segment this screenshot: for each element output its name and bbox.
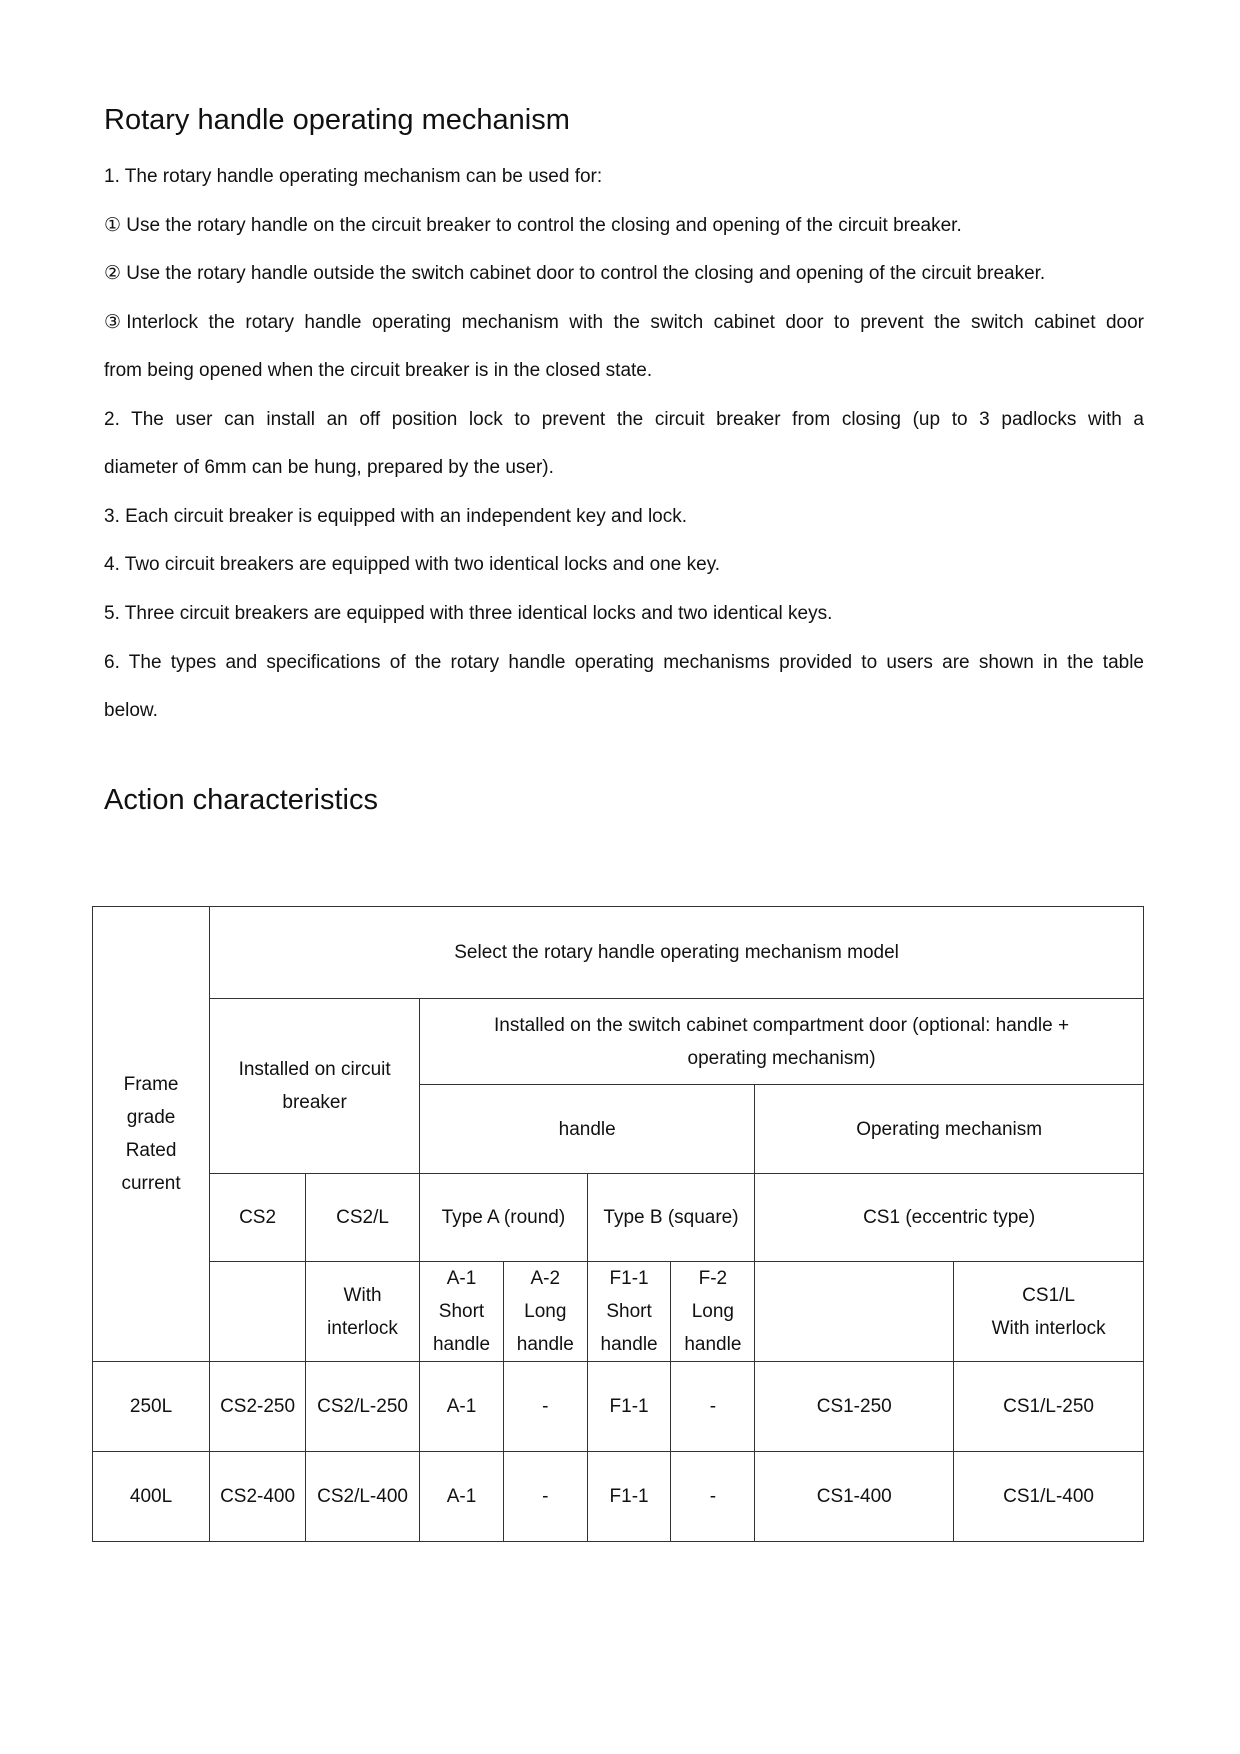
paragraph-item: ③Interlock the rotary handle operating mechanism with the switch cabinet door to prevent the switch cabinet door	[104, 312, 1144, 333]
paragraph-item: 4. Two circuit breakers are equipped with two identical locks and one key.	[104, 554, 721, 575]
cell: -	[503, 1452, 587, 1542]
cell: CS2/L-250	[306, 1362, 420, 1452]
paragraph-item: 6. The types and specifications of the rotary handle operating mechanisms provided to users are shown in the table	[104, 652, 1144, 673]
f2-header: F-2 Long handle	[671, 1262, 755, 1362]
paragraph-item: from being opened when the circuit breaker is in the closed state.	[104, 360, 653, 381]
cell: CS1/L-250	[954, 1362, 1144, 1452]
cell: A-1	[420, 1362, 504, 1452]
paragraph-item: ② Use the rotary handle outside the switch cabinet door to control the closing and opening of the circuit breaker.	[104, 263, 1046, 284]
cs1l-header: CS1/L With interlock	[954, 1262, 1144, 1362]
empty-cell	[755, 1262, 954, 1362]
installed-on-door-header: Installed on the switch cabinet compartment door (optional: handle + operating mechanism)	[420, 999, 1144, 1085]
section-title-action-characteristics: Action characteristics	[104, 784, 378, 816]
select-model-header: Select the rotary handle operating mechanism model	[210, 907, 1144, 999]
table-row	[93, 1362, 1144, 1452]
cell: CS2/L-400	[306, 1452, 420, 1542]
cell: CS1-250	[755, 1362, 954, 1452]
cs2l-header: CS2/L	[306, 1174, 420, 1262]
a1-header: A-1 Short handle	[420, 1262, 504, 1362]
paragraph-item: 5. Three circuit breakers are equipped with three identical locks and two identical keys.	[104, 603, 833, 624]
cell: F1-1	[587, 1452, 671, 1542]
cell: F1-1	[587, 1362, 671, 1452]
section-title-rotary-handle: Rotary handle operating mechanism	[104, 104, 570, 136]
cell: 400L	[93, 1452, 210, 1542]
cs1-header: CS1 (eccentric type)	[755, 1174, 1144, 1262]
type-b-header: Type B (square)	[587, 1174, 755, 1262]
handle-header: handle	[420, 1085, 755, 1174]
cell: CS1/L-400	[954, 1452, 1144, 1542]
cell: CS2-250	[210, 1362, 306, 1452]
paragraph-item: 3. Each circuit breaker is equipped with an independent key and lock.	[104, 506, 688, 527]
operating-mechanism-header: Operating mechanism	[755, 1085, 1144, 1174]
f11-header: F1-1 Short handle	[587, 1262, 671, 1362]
with-interlock-header: With interlock	[306, 1262, 420, 1362]
a2-header: A-2 Long handle	[503, 1262, 587, 1362]
paragraph-item: 1. The rotary handle operating mechanism can be used for:	[104, 166, 603, 187]
installed-on-breaker-header: Installed on circuit breaker	[210, 999, 420, 1174]
type-a-header: Type A (round)	[420, 1174, 588, 1262]
spec-table	[92, 906, 1144, 1542]
cell: 250L	[93, 1362, 210, 1452]
cs2-header: CS2	[210, 1174, 306, 1262]
cell: CS1-400	[755, 1452, 954, 1542]
cell: -	[671, 1452, 755, 1542]
paragraph-item: below.	[104, 700, 158, 721]
paragraph-item: 2. The user can install an off position lock to prevent the circuit breaker from closing (up to 3 padlocks with a	[104, 409, 1144, 430]
frame-grade-header: Frame grade Rated current	[93, 907, 210, 1362]
cell: -	[503, 1362, 587, 1452]
paragraph-item: diameter of 6mm can be hung, prepared by the user).	[104, 457, 554, 478]
paragraph-item: ① Use the rotary handle on the circuit breaker to control the closing and opening of the circuit breaker.	[104, 215, 962, 236]
empty-cell	[210, 1262, 306, 1362]
cell: CS2-400	[210, 1452, 306, 1542]
table-row	[93, 1452, 1144, 1542]
cell: -	[671, 1362, 755, 1452]
cell: A-1	[420, 1452, 504, 1542]
